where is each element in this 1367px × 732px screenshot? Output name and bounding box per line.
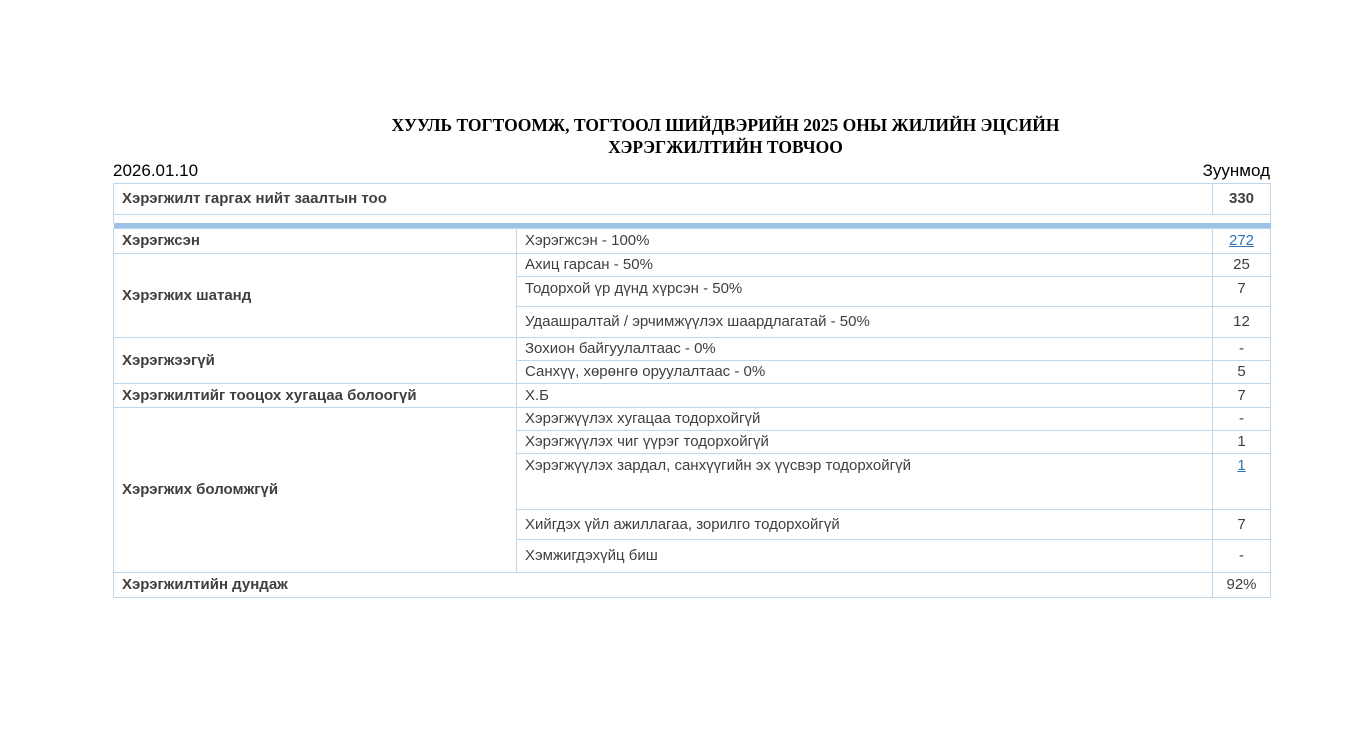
table-row-total — [114, 184, 1271, 215]
implementation-summary-table — [113, 183, 1271, 598]
value-cell: 7 — [1213, 510, 1271, 540]
value-cell: - — [1213, 338, 1271, 361]
value-link[interactable]: 1 — [1237, 457, 1246, 474]
indicator-cell: Хийгдэх үйл ажиллагаа, зорилго тодорхойгүй — [517, 510, 1213, 540]
value-link[interactable]: 272 — [1229, 232, 1255, 249]
indicator-cell: Санхүү, хөрөнгө оруулалтаас - 0% — [517, 361, 1213, 384]
total-label-cell: Хэрэгжилт гаргах нийт заалтын тоо — [114, 184, 1213, 215]
value-cell — [1213, 229, 1271, 254]
value-cell: 25 — [1213, 254, 1271, 277]
indicator-cell: Ахиц гарсан - 50% — [517, 254, 1213, 277]
indicator-cell: Зохион байгуулалтаас - 0% — [517, 338, 1213, 361]
value-cell: 1 — [1213, 431, 1271, 454]
average-label-cell: Хэрэгжилтийн дундаж — [114, 573, 1213, 598]
indicator-cell: Тодорхой үр дүнд хүрсэн - 50% — [517, 277, 1213, 307]
indicator-cell: Хэмжигдэхүйц биш — [517, 540, 1213, 573]
table-row — [114, 384, 1271, 408]
value-cell: 7 — [1213, 384, 1271, 408]
report-location: Зуунмод — [1202, 161, 1270, 180]
value-cell: - — [1213, 408, 1271, 431]
header-spacer-row — [114, 215, 1271, 224]
indicator-cell: Х.Б — [517, 384, 1213, 408]
page-title-line-2: ХЭРЭГЖИЛТИЙН ТОВЧОО — [608, 137, 843, 157]
meta-row — [113, 161, 1270, 181]
category-cell: Хэрэгжих шатанд — [114, 254, 517, 338]
table-row — [114, 254, 1271, 277]
total-value-cell: 330 — [1213, 184, 1271, 215]
table-row — [114, 338, 1271, 361]
value-cell: 7 — [1213, 277, 1271, 307]
table-row — [114, 408, 1271, 431]
average-value-cell: 92% — [1213, 573, 1271, 598]
indicator-cell: Хэрэгжүүлэх зардал, санхүүгийн эх үүсвэр тодорхойгүй — [517, 454, 1213, 510]
value-cell: 5 — [1213, 361, 1271, 384]
page-title — [113, 114, 1338, 158]
header-spacer-cell — [114, 215, 1271, 224]
value-cell: - — [1213, 540, 1271, 573]
indicator-cell: Удаашралтай / эрчимжүүлэх шаардлагатай - 50% — [517, 307, 1213, 338]
value-cell — [1213, 454, 1271, 510]
value-cell: 12 — [1213, 307, 1271, 338]
table-row — [114, 229, 1271, 254]
category-cell: Хэрэгжсэн — [114, 229, 517, 254]
indicator-cell: Хэрэгжүүлэх хугацаа тодорхойгүй — [517, 408, 1213, 431]
category-cell: Хэрэгжилтийг тооцох хугацаа болоогүй — [114, 384, 517, 408]
page-title-line-1: ХУУЛЬ ТОГТООМЖ, ТОГТООЛ ШИЙДВЭРИЙН 2025 ОНЫ ЖИЛИЙН ЭЦСИЙН — [391, 115, 1060, 135]
category-cell: Хэрэгжих боломжгүй — [114, 408, 517, 573]
table-row-average — [114, 573, 1271, 598]
indicator-cell: Хэрэгжсэн - 100% — [517, 229, 1213, 254]
category-cell: Хэрэгжээгүй — [114, 338, 517, 384]
indicator-cell: Хэрэгжүүлэх чиг үүрэг тодорхойгүй — [517, 431, 1213, 454]
report-date: 2026.01.10 — [113, 161, 199, 180]
